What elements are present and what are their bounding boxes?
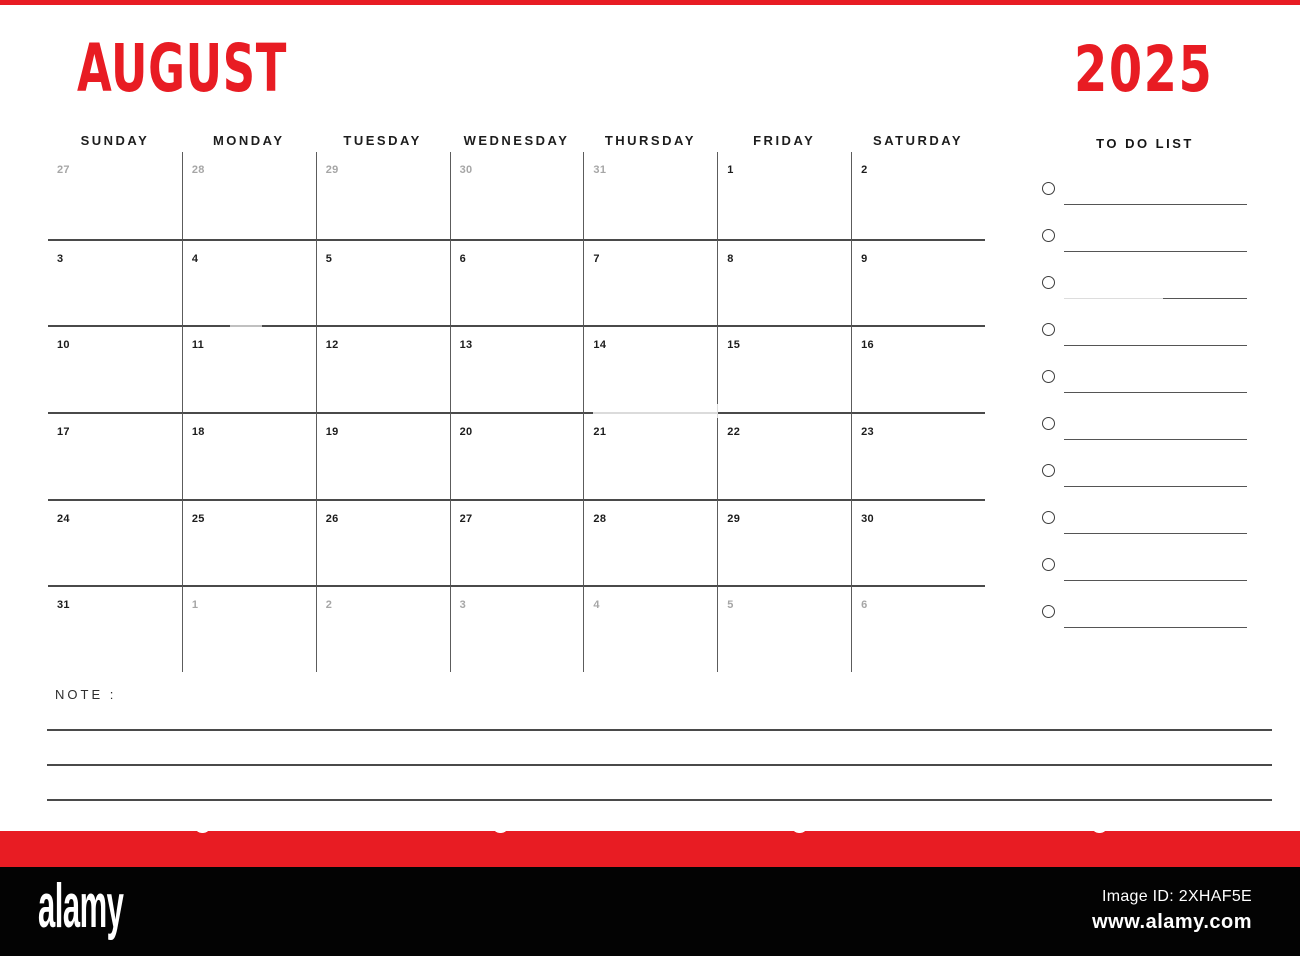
todo-entry-line[interactable] — [1064, 392, 1247, 393]
calendar-cell[interactable] — [48, 585, 182, 672]
day-number: 4 — [191, 252, 199, 265]
day-number: 14 — [593, 339, 607, 352]
calendar-cell[interactable] — [717, 325, 851, 412]
todo-checkbox-circle[interactable] — [1042, 511, 1055, 524]
day-number: 26 — [325, 512, 339, 525]
calendar-cell[interactable] — [182, 152, 316, 239]
calendar-cell[interactable] — [851, 585, 985, 672]
todo-list — [1020, 170, 1270, 640]
calendar-cell[interactable] — [583, 239, 717, 326]
day-number: 28 — [191, 164, 205, 176]
calendar-cell[interactable] — [48, 325, 182, 412]
todo-checkbox-circle[interactable] — [1042, 417, 1055, 430]
calendar-cell[interactable] — [182, 585, 316, 672]
calendar-cell[interactable] — [182, 499, 316, 586]
todo-item[interactable] — [1020, 358, 1270, 405]
note-label: NOTE : — [55, 687, 117, 702]
watermark-ghost — [593, 404, 718, 418]
todo-item[interactable] — [1020, 217, 1270, 264]
day-number: 10 — [57, 339, 70, 352]
day-number: 5 — [325, 252, 333, 265]
calendar-cell[interactable] — [583, 585, 717, 672]
todo-entry-line[interactable] — [1064, 345, 1247, 346]
calendar-cell[interactable] — [717, 412, 851, 499]
note-ruled-line[interactable] — [47, 729, 1272, 731]
day-number: 23 — [861, 425, 874, 438]
calendar-cell[interactable] — [851, 325, 985, 412]
website-text: www.alamy.com — [1092, 911, 1252, 933]
calendar-cell[interactable] — [48, 152, 182, 239]
calendar-cell[interactable] — [450, 499, 584, 586]
day-number: 6 — [861, 599, 868, 612]
todo-entry-line[interactable] — [1064, 580, 1247, 581]
day-number: 3 — [57, 252, 64, 265]
footer-meta — [1092, 888, 1252, 934]
todo-item[interactable] — [1020, 546, 1270, 593]
day-number: 1 — [727, 164, 734, 176]
day-number: 21 — [593, 425, 607, 438]
calendar-cell[interactable] — [450, 152, 584, 239]
calendar-cell[interactable] — [583, 325, 717, 412]
day-number: 28 — [593, 512, 607, 525]
day-header: TUESDAY — [343, 133, 422, 148]
calendar-cell[interactable] — [316, 499, 450, 586]
calendar-cell[interactable] — [717, 152, 851, 239]
day-number: 11 — [191, 339, 205, 352]
calendar-cell[interactable] — [717, 499, 851, 586]
todo-checkbox-circle[interactable] — [1042, 558, 1055, 571]
todo-entry-line[interactable] — [1064, 533, 1247, 534]
todo-item[interactable] — [1020, 499, 1270, 546]
todo-entry-line[interactable] — [1064, 204, 1247, 205]
day-number: 29 — [727, 512, 741, 525]
calendar-cell[interactable] — [583, 152, 717, 239]
calendar-cell[interactable] — [48, 239, 182, 326]
calendar-cell[interactable] — [583, 499, 717, 586]
alamy-logo: alamy — [38, 872, 124, 941]
day-number: 18 — [191, 425, 205, 438]
calendar-cell[interactable] — [316, 412, 450, 499]
todo-item[interactable] — [1020, 593, 1270, 640]
calendar-cell[interactable] — [583, 412, 717, 499]
day-header: THURSDAY — [604, 133, 696, 148]
calendar-cell[interactable] — [316, 325, 450, 412]
todo-checkbox-circle[interactable] — [1042, 276, 1055, 289]
watermark-artifact — [1093, 823, 1106, 833]
watermark-artifact — [494, 823, 507, 833]
bottom-red-bar — [0, 831, 1300, 867]
todo-entry-line[interactable] — [1064, 251, 1247, 252]
watermark-ghost — [230, 320, 262, 332]
calendar-cell[interactable] — [851, 499, 985, 586]
todo-item[interactable] — [1020, 405, 1270, 452]
day-number: 19 — [325, 425, 339, 438]
todo-checkbox-circle[interactable] — [1042, 464, 1055, 477]
day-number: 27 — [57, 164, 70, 176]
todo-checkbox-circle[interactable] — [1042, 370, 1055, 383]
day-header: MONDAY — [212, 133, 285, 148]
calendar-cell[interactable] — [851, 239, 985, 326]
day-number: 1 — [191, 599, 199, 612]
todo-entry-line[interactable] — [1064, 486, 1247, 487]
calendar-cell[interactable] — [450, 585, 584, 672]
todo-item[interactable] — [1020, 452, 1270, 499]
todo-list-title: TO DO LIST — [1096, 136, 1194, 151]
day-number: 24 — [57, 512, 70, 525]
page-title-year: 2025 — [1074, 33, 1214, 106]
day-header: WEDNESDAY — [463, 133, 570, 148]
calendar-cell[interactable] — [717, 585, 851, 672]
day-number: 5 — [727, 599, 734, 612]
day-number: 25 — [191, 512, 205, 525]
todo-entry-line[interactable] — [1064, 439, 1247, 440]
top-red-strip — [0, 0, 1300, 5]
todo-checkbox-circle[interactable] — [1042, 182, 1055, 195]
calendar-cell[interactable] — [48, 499, 182, 586]
calendar-grid — [48, 152, 985, 672]
calendar-day-headers — [48, 133, 985, 148]
image-id-text: Image ID: 2XHAF5E — [1101, 888, 1252, 905]
calendar-cell[interactable] — [851, 152, 985, 239]
calendar-cell[interactable] — [316, 152, 450, 239]
todo-checkbox-circle[interactable] — [1042, 229, 1055, 242]
calendar-cell[interactable] — [182, 325, 316, 412]
day-number: 29 — [325, 164, 339, 176]
calendar-cell[interactable] — [316, 239, 450, 326]
day-number: 13 — [459, 339, 473, 352]
todo-entry-line[interactable] — [1064, 627, 1247, 628]
calendar-cell[interactable] — [851, 412, 985, 499]
day-number: 15 — [727, 339, 741, 352]
todo-item[interactable] — [1020, 264, 1270, 311]
day-number: 6 — [459, 252, 466, 265]
calendar-cell[interactable] — [450, 239, 584, 326]
note-ruled-line[interactable] — [47, 764, 1272, 766]
calendar-cell[interactable] — [48, 412, 182, 499]
calendar-cell[interactable] — [450, 325, 584, 412]
day-number: 17 — [57, 425, 70, 438]
day-number: 16 — [861, 339, 874, 352]
note-ruled-line[interactable] — [47, 799, 1272, 801]
day-number: 31 — [57, 599, 70, 612]
day-number: 7 — [593, 252, 600, 265]
day-number: 2 — [861, 164, 868, 176]
calendar-cell[interactable] — [450, 412, 584, 499]
day-number: 31 — [593, 164, 607, 176]
page-title-month: AUGUST — [77, 30, 288, 107]
day-header: FRIDAY — [753, 133, 816, 148]
day-number: 9 — [861, 252, 868, 265]
day-header: SATURDAY — [873, 133, 964, 148]
day-number: 20 — [459, 425, 473, 438]
day-number: 30 — [459, 164, 473, 176]
todo-checkbox-circle[interactable] — [1042, 323, 1055, 336]
todo-checkbox-circle[interactable] — [1042, 605, 1055, 618]
todo-item[interactable] — [1020, 170, 1270, 217]
calendar-cell[interactable] — [182, 239, 316, 326]
watermark-artifact — [793, 823, 806, 833]
day-number: 22 — [727, 425, 741, 438]
calendar-cell[interactable] — [182, 412, 316, 499]
day-number: 30 — [861, 512, 874, 525]
day-number: 2 — [325, 599, 333, 612]
day-number: 3 — [459, 599, 466, 612]
day-number: 27 — [459, 512, 473, 525]
day-number: 4 — [593, 599, 600, 612]
day-number: 8 — [727, 252, 734, 265]
day-header: SUNDAY — [80, 133, 150, 148]
todo-item[interactable] — [1020, 311, 1270, 358]
day-number: 12 — [325, 339, 339, 352]
watermark-ghost — [1063, 293, 1163, 302]
watermark-artifact — [196, 823, 209, 833]
calendar-cell[interactable] — [316, 585, 450, 672]
calendar-cell[interactable] — [717, 239, 851, 326]
